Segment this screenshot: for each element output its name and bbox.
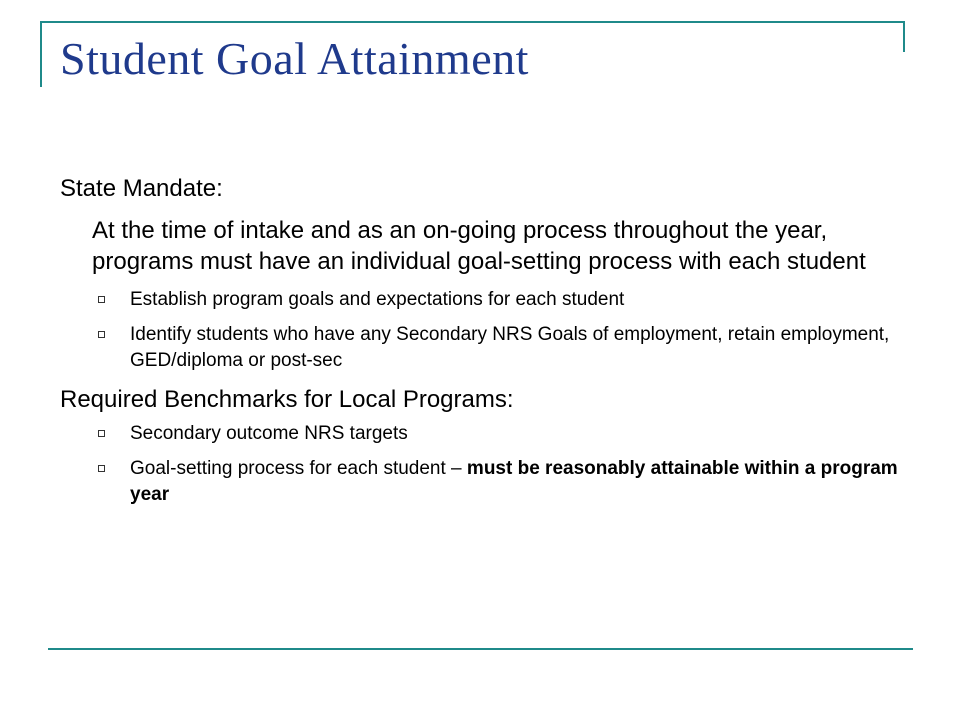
benchmark-bullet-2 <box>130 456 900 508</box>
benchmark-bullet-1 <box>130 421 900 447</box>
mandate-bullet-1 <box>130 287 900 313</box>
square-bullet-icon <box>98 465 105 472</box>
mandate-heading: State Mandate: <box>60 175 223 202</box>
benchmarks-heading: Required Benchmarks for Local Programs: <box>60 386 514 413</box>
frame-left-line <box>40 21 42 87</box>
frame-bottom-line <box>48 648 913 650</box>
slide-body <box>60 172 900 517</box>
frame-top-line <box>41 21 904 23</box>
bullet-text: Identify students who have any Secondary NRS Goals of employment, retain employment, GED/diploma or post-sec <box>130 324 890 371</box>
square-bullet-icon <box>98 331 105 338</box>
bullet-text-bold: must be reasonably attainable within a program year <box>130 458 898 505</box>
mandate-bullet-2 <box>130 322 900 374</box>
bullet-text-plain: Goal-setting process for each student – <box>130 458 467 479</box>
bullet-text: Establish program goals and expectations for each student <box>130 289 625 310</box>
square-bullet-icon <box>98 296 105 303</box>
bullet-text: Secondary outcome NRS targets <box>130 423 408 444</box>
square-bullet-icon <box>98 430 105 437</box>
frame-right-line <box>903 21 905 52</box>
mandate-text: At the time of intake and as an on-going process throughout the year, programs must have an individual goal-setting process with each student <box>92 217 866 275</box>
slide-title: Student Goal Attainment <box>60 33 529 84</box>
